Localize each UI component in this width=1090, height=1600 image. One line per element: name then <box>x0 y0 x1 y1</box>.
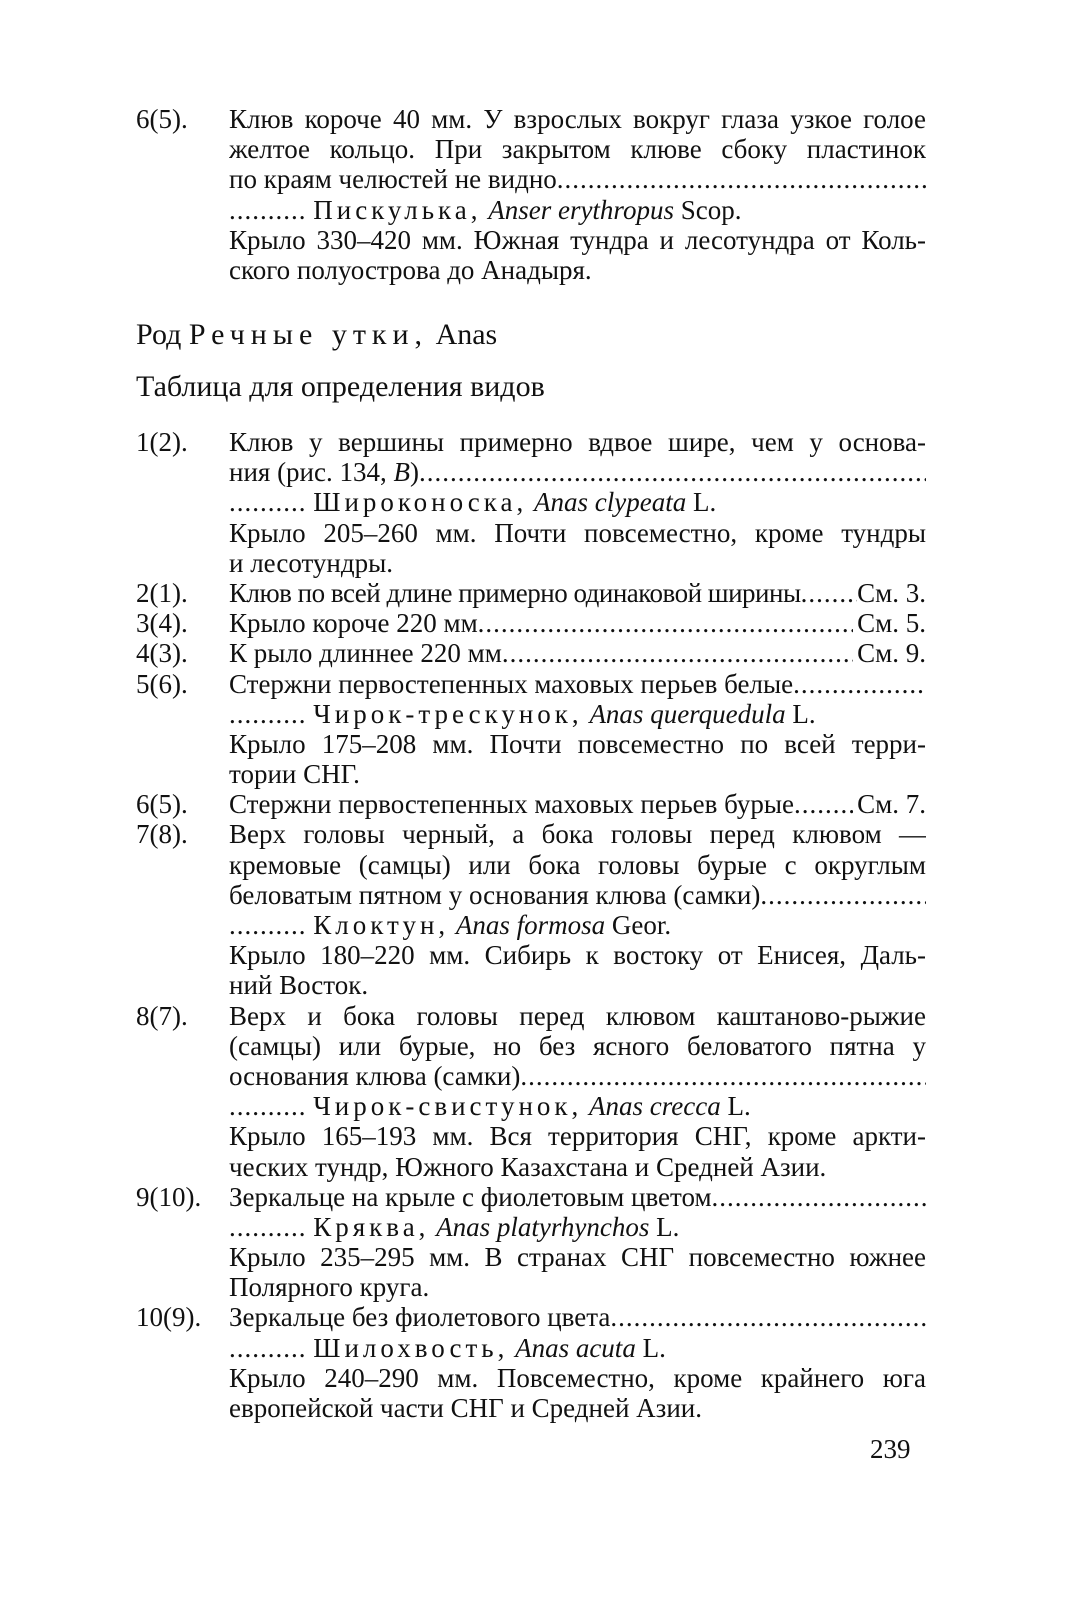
key-text: Клюв короче 40 мм. У взрослых вокруг глаза узкое голое <box>229 104 926 134</box>
range-text: тории СНГ. <box>229 759 360 790</box>
key-number: 6(5). <box>136 789 188 820</box>
key-text: беловатым пятном у основания клюва (самки) ..... <box>229 880 926 910</box>
range-text: Крыло 175–208 мм. Почти повсеместно по всей терри- <box>229 728 926 759</box>
key-text: Крыло короче 220 мм ..... См. 5. <box>229 608 926 638</box>
key-text: Стержни первостепенных маховых перьев белые ..... <box>229 669 926 699</box>
key-number: 10(9). <box>136 1302 202 1333</box>
range-text: европейской части СНГ и Средней Азии. <box>229 1393 702 1423</box>
range-text: ческих тундр, Южного Казахстана и Средней Азии. <box>229 1151 827 1182</box>
key-number: 8(7). <box>136 1000 188 1031</box>
range-text: Крыло 180–220 мм. Сибирь к востоку от Енисея, Даль- <box>229 940 926 971</box>
page-number: 239 <box>870 1434 911 1464</box>
species-name: .......... Кряква, Anas platyrhynchos L. <box>229 1211 680 1242</box>
key-text: Верх головы черный, а бока головы перед клювом — <box>229 819 926 850</box>
range-text: Крыло 240–290 мм. Повсеместно, кроме крайнего юга <box>229 1362 926 1393</box>
key-text: Клюв по всей длине примерно одинаковой ширины ..... См. 3. <box>229 578 926 608</box>
key-text: основания клюва (самки) ..... <box>229 1061 926 1091</box>
key-table <box>136 427 926 1423</box>
key-text: Зеркальце без фиолетового цвета ..... <box>229 1302 926 1332</box>
key-text: (самцы) или бурые, но без ясного беловатого пятна у <box>229 1030 926 1061</box>
range-text: ний Восток. <box>229 970 369 1001</box>
key-number: 6(5). <box>136 104 188 134</box>
range-text: Крыло 205–260 мм. Почти повсеместно, кроме тундры <box>229 517 926 548</box>
species-name: .......... Шилохвость, Anas acuta L. <box>229 1332 666 1363</box>
key-number: 7(8). <box>136 819 188 850</box>
genus-heading: Род Речные утки, Anas <box>136 318 498 351</box>
key-text: желтое кольцо. При закрытом клюве сбоку пластинок <box>229 134 926 165</box>
species-name: .......... Чирок-свистунок, Anas crecca L. <box>229 1091 751 1122</box>
key-number: 1(2). <box>136 427 188 457</box>
key-text: Клюв у вершины примерно вдвое шире, чем у основа- <box>229 427 926 457</box>
range-text: и лесотундры. <box>229 547 393 578</box>
key-number: 2(1). <box>136 577 188 608</box>
key-text: по краям челюстей не видно ..... <box>229 164 926 194</box>
species-name: .......... Широконоска, Anas clypeata L. <box>229 487 717 518</box>
key-block-1 <box>136 104 926 285</box>
species-name: .......... Клоктун, Anas formosa Geor. <box>229 910 672 940</box>
range-text: ского полуострова до Анадыря. <box>229 254 592 285</box>
range-text: Крыло 235–295 мм. В странах СНГ повсеместно южнее <box>229 1242 926 1273</box>
range-text: Крыло 165–193 мм. Вся территория СНГ, кроме аркти- <box>229 1121 926 1152</box>
key-number: 5(6). <box>136 668 188 699</box>
key-text: К рыло длиннее 220 мм ..... См. 9. <box>229 638 926 668</box>
key-text: Зеркальце на крыле с фиолетовым цветом ..... <box>229 1182 926 1212</box>
range-text: Крыло 330–420 мм. Южная тундра и лесотундра от Коль- <box>229 224 926 255</box>
key-text: кремовые (самцы) или бока головы бурые с округлым <box>229 849 926 880</box>
key-number: 4(3). <box>136 638 188 669</box>
key-text: Верх и бока головы перед клювом каштаново-рыжие <box>229 1000 926 1031</box>
key-number: 3(4). <box>136 608 188 639</box>
species-name: .......... Пискулька, Anser erythropus Scop. <box>229 194 742 225</box>
key-text: ния (рис. 134, В) ..... <box>229 457 926 487</box>
key-number: 9(10). <box>136 1181 202 1212</box>
table-title: Таблица для определения видов <box>136 370 545 403</box>
range-text: Полярного круга. <box>229 1272 430 1303</box>
species-name: .......... Чирок-трескунок, Anas querquedula L. <box>229 698 816 729</box>
key-text: Стержни первостепенных маховых перьев бурые ..... См. 7. <box>229 789 926 819</box>
